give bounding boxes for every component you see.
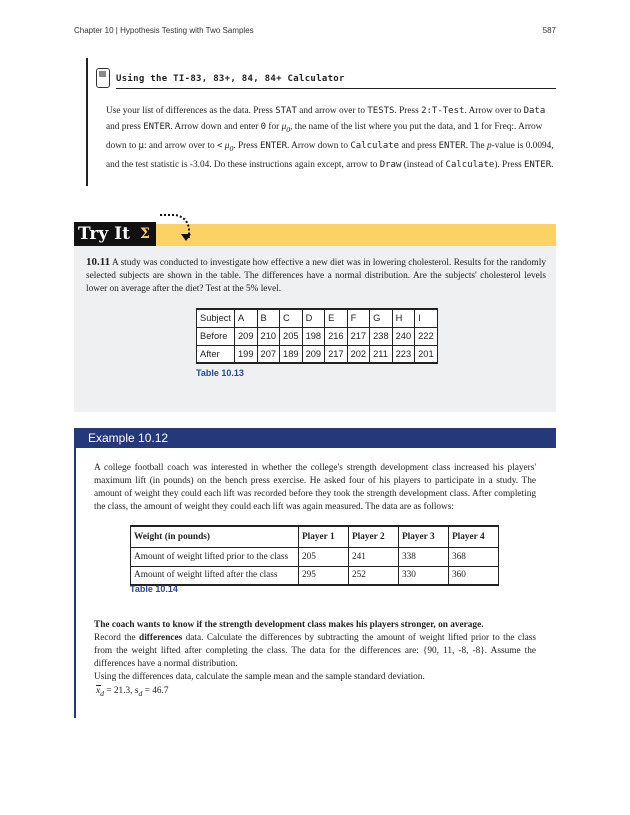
example-intro: A college football coach was interested in whether the college's strength development class increased his players' maximum lift (in pounds) on the bench press exercise. He asked four of his players to participate in a study. The amount of weight they could each lift was recorded before they took the strength development class. After completing the class, the amount of weight they could each lift was again measured. The data are as follows: bbox=[94, 463, 536, 512]
example-instruction: Using the differences data, calculate the sample mean and the sample standard deviation. bbox=[94, 672, 425, 682]
table-cell: 238 bbox=[370, 327, 393, 345]
table-cell: 201 bbox=[415, 345, 438, 363]
table-cell: Player 2 bbox=[349, 526, 399, 547]
table-cell: 223 bbox=[392, 345, 415, 363]
table-cell: Amount of weight lifted prior to the class bbox=[131, 547, 299, 566]
try-it-box bbox=[74, 246, 556, 412]
calculator-title: Using the TI-83, 83+, 84, 84+ Calculator bbox=[116, 74, 556, 89]
key-enter: ENTER bbox=[438, 140, 466, 151]
table-cell: 207 bbox=[257, 345, 280, 363]
example-question: The coach wants to know if the strength development class makes his players stronger, on average. Record the differences data. Calculate the differences by subtracting the amount of weight lifted prior to the class from the weight lifted after completing the class. The data for the differences are: {90, 11, -8, -8}. Assume the differences have a normal distribution. bbox=[94, 620, 536, 669]
example-result: $x_d = 21.3$, $s_d = 46.7$ bbox=[96, 686, 169, 698]
table-cell: D bbox=[302, 309, 325, 327]
table-row bbox=[131, 547, 499, 566]
exercise-number: 10.11 bbox=[86, 256, 111, 268]
sigma-icon: Σ bbox=[140, 226, 150, 242]
calculator-instructions: Use your list of differences as the data. Press STAT and arrow over to TESTS. Press 2:T-Test. Arrow over to Data and press ENTER. Arrow down and enter 0 for $\mu_0$, the name of the list where you put the data, and 1 for Freq:. Arrow down to μ: and arrow over to < $\mu_0$. Press ENTER. Arrow down to Calculate and press ENTER. The p-value is 0.0094, and the test statistic is -3.04. Do these instructions again except, arrow to Draw (instead of Calculate). Press ENTER. bbox=[106, 106, 554, 170]
key-mu: μ bbox=[138, 140, 144, 151]
key-draw: Draw bbox=[379, 159, 402, 170]
key-enter: ENTER bbox=[259, 140, 288, 151]
table-cell: Amount of weight lifted after the class bbox=[131, 566, 299, 585]
table-cell: 222 bbox=[415, 327, 438, 345]
table-cell: 295 bbox=[299, 566, 349, 585]
example-side-bar bbox=[74, 448, 76, 718]
table-cell: 360 bbox=[449, 566, 499, 585]
table-cell: 211 bbox=[370, 345, 393, 363]
table-cell: G bbox=[370, 309, 393, 327]
table-cell: Weight (in pounds) bbox=[131, 526, 299, 547]
key-enter: ENTER bbox=[143, 122, 171, 132]
table-cell: F bbox=[347, 309, 370, 327]
key-enter: ENTER bbox=[524, 159, 552, 170]
key-calculate: Calculate bbox=[350, 140, 400, 151]
table-cell: 209 bbox=[235, 327, 258, 345]
table-row bbox=[131, 526, 499, 547]
table-cell: After bbox=[197, 345, 235, 363]
page-number: 587 bbox=[542, 26, 556, 35]
table-cell: 198 bbox=[302, 327, 325, 345]
try-it-text: 10.11 A study was conducted to investigate how effective a new diet was in lowering cholesterol. Results for the randomly selected subjects are shown in the table. The differences have a normal distribution. Are the subjects' cholesterol levels lower on average after the diet? Test at the 5% level. bbox=[86, 256, 546, 294]
table-cell: 210 bbox=[257, 327, 280, 345]
key-data: Data bbox=[523, 106, 546, 116]
key-less-than: < bbox=[217, 140, 223, 151]
table-cell: Subject bbox=[197, 309, 235, 327]
table-cell: 205 bbox=[280, 327, 303, 345]
calculator-icon bbox=[96, 68, 110, 88]
table-cell: Player 4 bbox=[449, 526, 499, 547]
key-tests: TESTS bbox=[367, 106, 395, 116]
key-2-t-test: 2:T-Test bbox=[421, 106, 465, 116]
table-cell: E bbox=[325, 309, 348, 327]
table-caption: Table 10.13 bbox=[196, 368, 244, 378]
table-cell: 368 bbox=[449, 547, 499, 566]
calculator-note bbox=[86, 58, 556, 186]
table-cell: C bbox=[280, 309, 303, 327]
key-zero: 0 bbox=[260, 122, 267, 132]
cholesterol-table bbox=[196, 308, 438, 364]
table-cell: 240 bbox=[392, 327, 415, 345]
table-cell: 217 bbox=[325, 345, 348, 363]
table-cell: A bbox=[235, 309, 258, 327]
table-cell: 330 bbox=[399, 566, 449, 585]
weight-table bbox=[130, 525, 499, 586]
table-cell: 217 bbox=[347, 327, 370, 345]
cholesterol-table-body bbox=[197, 309, 438, 363]
table-cell: B bbox=[257, 309, 280, 327]
table-cell: 199 bbox=[235, 345, 258, 363]
table-cell: 189 bbox=[280, 345, 303, 363]
try-it-label: Try It bbox=[74, 222, 156, 246]
key-calculate: Calculate bbox=[445, 159, 495, 170]
table-cell: 205 bbox=[299, 547, 349, 566]
table-row bbox=[197, 345, 438, 363]
question-bold: The coach wants to know if the strength development class makes his players stronger, on average. bbox=[94, 620, 484, 630]
table-cell: Player 3 bbox=[399, 526, 449, 547]
table-cell: H bbox=[392, 309, 415, 327]
table-cell: 216 bbox=[325, 327, 348, 345]
table-cell: 209 bbox=[302, 345, 325, 363]
page-header bbox=[74, 26, 556, 35]
arrow-head-icon bbox=[181, 234, 191, 241]
table-cell: 202 bbox=[347, 345, 370, 363]
table-row bbox=[197, 327, 438, 345]
table-cell: Before bbox=[197, 327, 235, 345]
table-cell: 338 bbox=[399, 547, 449, 566]
table-caption: Table 10.14 bbox=[130, 584, 178, 594]
weight-table-body bbox=[131, 526, 499, 585]
chapter-title: Chapter 10 | Hypothesis Testing with Two Samples bbox=[74, 26, 254, 35]
table-cell: 252 bbox=[349, 566, 399, 585]
table-cell: Player 1 bbox=[299, 526, 349, 547]
key-stat: STAT bbox=[275, 106, 297, 116]
key-one: 1 bbox=[473, 122, 479, 132]
table-cell: 241 bbox=[349, 547, 399, 566]
example-title: Example 10.12 bbox=[74, 428, 556, 448]
table-row bbox=[197, 309, 438, 327]
table-row bbox=[131, 566, 499, 585]
table-cell: I bbox=[415, 309, 438, 327]
